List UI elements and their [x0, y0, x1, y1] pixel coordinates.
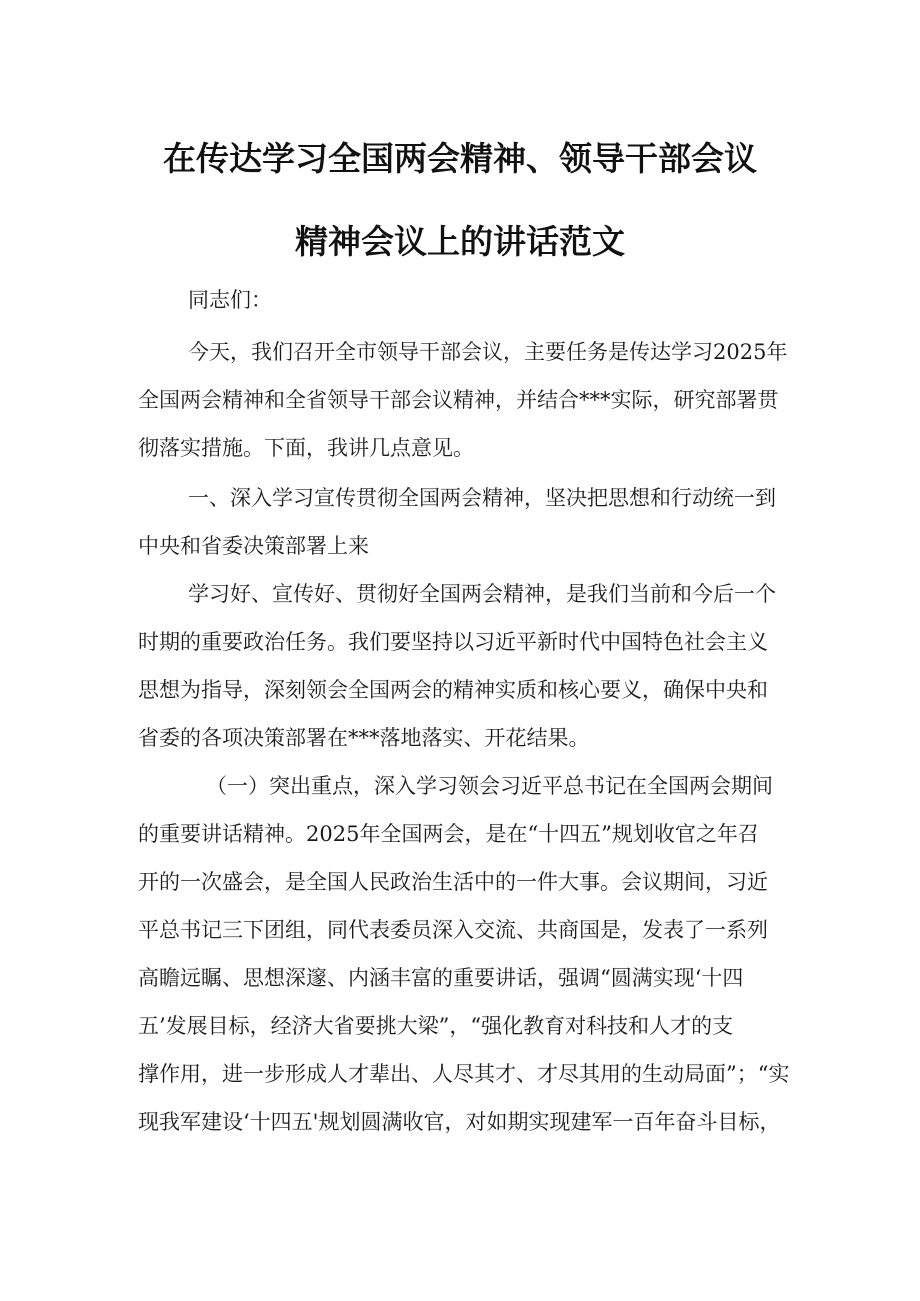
section-heading-line: 中央和省委决策部署上来: [138, 534, 369, 558]
body-line: 今天，我们召开全市领导干部会议，主要任务是传达学习2025年: [188, 340, 788, 364]
body-line: 学习好、宣传好、贯彻好全国两会精神，是我们当前和今后一个: [188, 582, 776, 606]
body-line: 高瞻远瞩、思想深邃、内涵丰富的重要讲话，强调“圆满实现‘十四: [138, 966, 744, 990]
body-line: 思想为指导，深刻领会全国两会的精神实质和核心要义，确保中央和: [138, 678, 768, 702]
body-line: 时期的重要政治任务。我们要坚持以习近平新时代中国特色社会主义: [138, 630, 768, 654]
body-line: 的重要讲话精神。2025年全国两会，是在“十四五”规划收官之年召: [138, 822, 759, 846]
body-line: 现我军建设‘十四五'规划圆满收官，对如期实现建军一百年奋斗目标，: [138, 1110, 781, 1134]
body-line: 彻落实措施。下面，我讲几点意见。: [138, 436, 474, 460]
subsection-line: （一）突出重点，深入学习领会习近平总书记在全国两会期间: [206, 774, 773, 798]
body-line: 省委的各项决策部署在***落地落实、开花结果。: [138, 726, 590, 750]
body-line: 全国两会精神和全省领导干部会议精神，并结合***实际，研究部署贯: [138, 388, 779, 412]
salutation: 同志们：: [188, 288, 272, 312]
document-title-line-1: 在传达学习全国两会精神、领导干部会议: [163, 139, 757, 178]
body-line: 开的一次盛会，是全国人民政治生活中的一件大事。会议期间，习近: [138, 870, 768, 894]
body-line: 五’发展目标，经济大省要挑大梁”，“强化教育对科技和人才的支: [138, 1014, 734, 1038]
document-title-line-2: 精神会议上的讲话范文: [295, 222, 625, 261]
body-line: 平总书记三下团组，同代表委员深入交流、共商国是，发表了一系列: [138, 918, 768, 942]
body-line: 撑作用，进一步形成人才辈出、人尽其才、才尽其用的生动局面”；“实: [138, 1062, 790, 1086]
section-heading-line: 一、深入学习宣传贯彻全国两会精神，坚决把思想和行动统一到: [188, 486, 776, 510]
